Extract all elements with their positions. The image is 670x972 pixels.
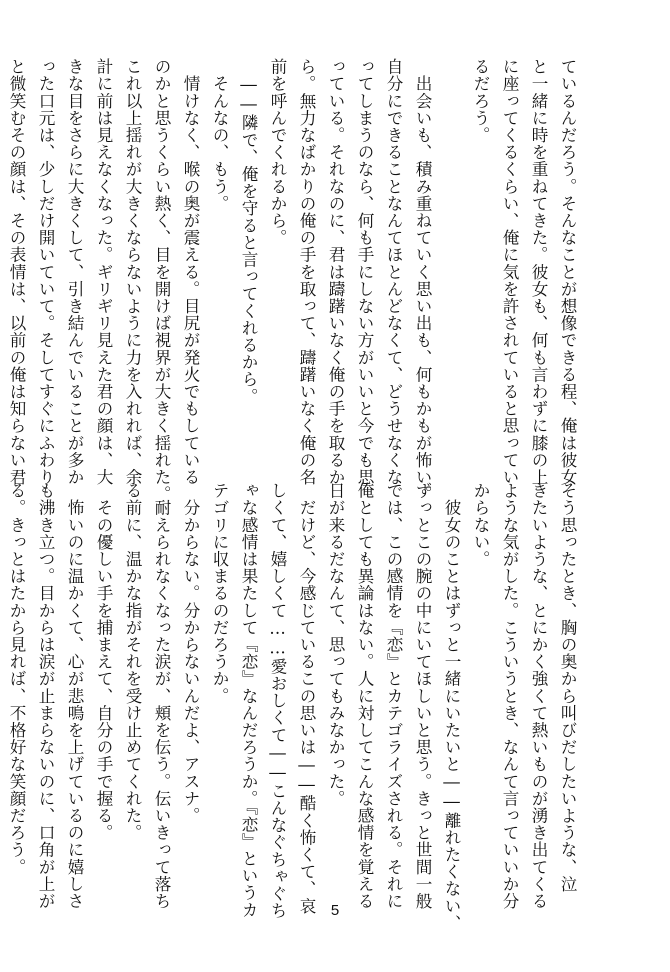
text-line: に座ってくるくらい、俺に気を許されていると思ってい <box>500 58 519 486</box>
text-line: 耐えられなくなった涙が、頬を伝う。伝いきって落ち <box>152 482 171 910</box>
text-line: っている。それなのに、君は躊躇いなく俺の手を取るか <box>326 58 345 486</box>
text-line: ずっとこの腕の中にいてほしいと思う。きっと世間一般 <box>413 482 432 910</box>
text-line: る前に、温かな指がそれを受け止めてくれた。 <box>123 482 142 842</box>
text-line: 自分にできることなんてほとんどなくて、どうせなくな <box>384 58 403 486</box>
text-line: テゴリに収まるのだろうか。 <box>210 482 229 705</box>
text-line <box>437 58 466 458</box>
text-line: 日が来るだなんて、思ってもみなかった。 <box>326 482 345 807</box>
text-line: 分からない。分からないんだよ、アスナ。 <box>181 482 200 824</box>
text-line: しくて、嬉しくて……愛おしくて――こんなぐちゃぐち <box>268 482 287 920</box>
text-line: ――隣で、俺を守ると言ってくれるから。 <box>239 58 258 405</box>
page-number: 5 <box>330 902 340 919</box>
text-line: きたいような、とにかく強くて熱いものが湧き出てくる <box>529 482 548 910</box>
lower-text-block <box>7 482 582 932</box>
text-line: 彼女のことはずっと一緒にいたいと――離れたくない、 <box>442 482 461 932</box>
text-line: からない。 <box>471 482 490 568</box>
text-line: った口元は、少しだけ開いていて。そしてすぐにふわり <box>36 58 55 486</box>
text-line: 情けなく、喉の奥が震える。目尻が発火でもしている <box>181 58 200 486</box>
text-line: 前を呼んでくれるから。 <box>268 58 287 247</box>
text-line: だけど、今感じているこの思いは――酷く怖くて、哀 <box>297 482 316 915</box>
text-line: きな目をさらに大きくして、引き結んでいることが多か <box>65 58 84 486</box>
text-line: ってしまうのなら、何も手にしない方がいいと今でも思 <box>355 58 374 486</box>
upper-text-block <box>7 58 582 503</box>
text-line: ているんだろう。そんなことが想像できる程、俺は彼女 <box>558 58 577 486</box>
text-line <box>0 58 2 458</box>
text-line: では、この感情を『恋』とカテゴライズされる。それに <box>384 482 403 910</box>
text-line: そう思ったとき、胸の奥から叫びだしたいような、泣 <box>558 482 577 893</box>
text-line: と一緒に時を重ねてきた。彼女も、何も言わずに膝の上 <box>529 58 548 486</box>
text-line: る。きっとはたから見れば、不格好な笑顔だろう。 <box>7 482 26 876</box>
text-line: ゃな感情は果たして『恋』なんだろうか。『恋』というカ <box>239 482 258 919</box>
text-line: ような気がした。こういうとき、なんて言っていいか分 <box>500 482 519 910</box>
text-line: 俺としても異論はない。人に対してこんな感情を覚える <box>355 482 374 910</box>
text-line: これ以上揺れが大きくならないように力を入れれば、余 <box>123 58 142 486</box>
text-line: のかと思うくらい熱く、目を開けば視界が大きく揺れた。 <box>152 58 171 503</box>
text-line: その優しい手を捕まえて、自分の手で握る。 <box>94 482 113 842</box>
text-line: そんなの、もう。 <box>210 58 229 212</box>
text-line: も沸き立つ。目からは涙が止まらないのに、口角が上が <box>36 482 55 910</box>
text-line: 計に前は見えなくなった。ギリギリ見えた君の顔は、大 <box>94 58 113 486</box>
text-line: と微笑むその顔は、その表情は、以前の俺は知らない君 <box>7 58 26 486</box>
text-line: 怖いのに温かくて、心が悲鳴を上げているのに嬉しさ <box>65 482 84 910</box>
text-line: ら。無力なばかりの俺の手を取って、躊躇いなく俺の名 <box>297 58 316 486</box>
text-line: るだろう。 <box>471 58 490 144</box>
text-line: 出会いも、積み重ねていく思い出も、何もかもが怖い。 <box>413 58 432 503</box>
